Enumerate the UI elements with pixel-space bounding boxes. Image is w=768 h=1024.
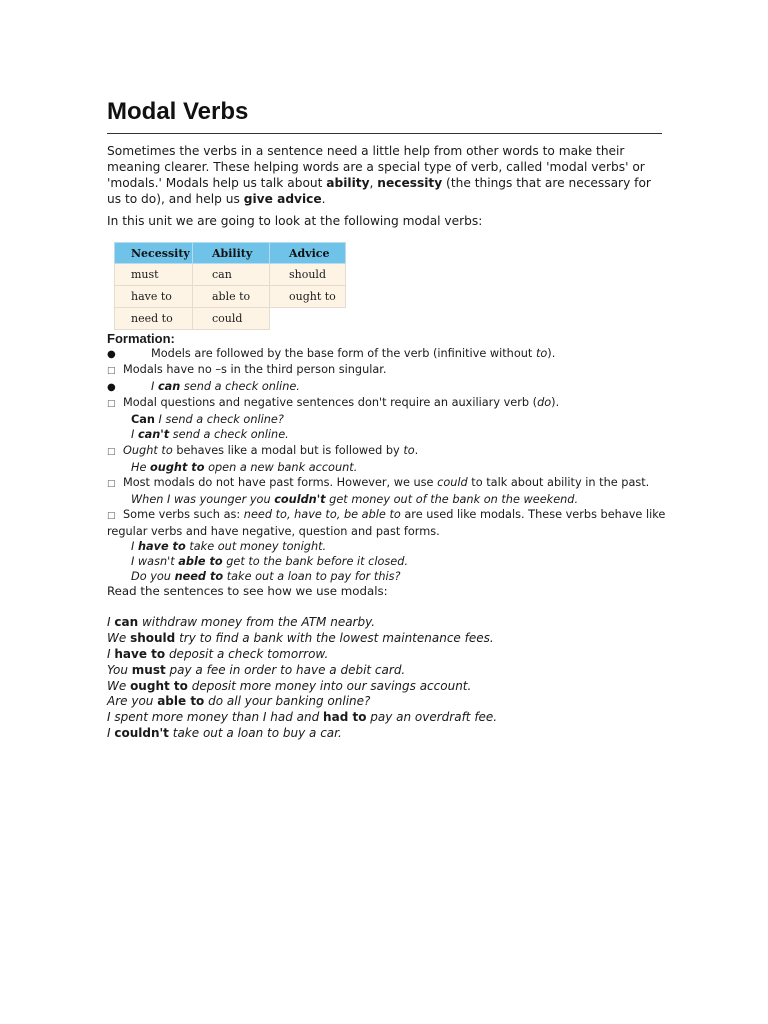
formation-example: I can't send a check online. (131, 428, 289, 442)
table-cell-empty (270, 308, 346, 330)
table-cell: ought to (270, 286, 346, 308)
bullet-box-icon: □ (107, 478, 116, 489)
table-header-cell: Ability (193, 243, 270, 264)
bullet-box-icon: □ (107, 399, 116, 410)
example-sentence: We ought to deposit more money into our savings account. (107, 678, 472, 693)
table-row (115, 286, 346, 308)
formation-line: □ Most modals do not have past forms. However, we use could to talk about ability in the past. (107, 475, 663, 492)
bullet-dot-icon: ● (107, 382, 116, 394)
table-cell: can (193, 264, 270, 286)
formation-heading: Formation: (107, 331, 175, 346)
example-sentence: We should try to find a bank with the lowest maintenance fees. (107, 631, 494, 646)
example-sentence: I spent more money than I had and had to pay an overdraft fee. (107, 710, 498, 725)
formation-example: When I was younger you couldn't get money out of the bank on the weekend. (131, 492, 579, 506)
formation-line: ● Models are followed by the base form of the verb (infinitive without to). (107, 346, 663, 362)
intro-lead-in: In this unit we are going to look at the following modal verbs: (107, 214, 483, 228)
formation-line: □ Modals have no –s in the third person singular. (107, 362, 663, 379)
formation-line: □ Modal questions and negative sentences don't require an auxiliary verb (do). (107, 395, 663, 412)
table-cell: have to (115, 286, 193, 308)
formation-example: I have to take out money tonight. (131, 540, 327, 554)
table-header-row (115, 243, 346, 264)
example-sentence: Are you able to do all your banking online? (107, 694, 371, 709)
table-header-cell: Advice (270, 243, 346, 264)
page-title: Modal Verbs (107, 98, 249, 125)
example-sentence: You must pay a fee in order to have a debit card. (107, 662, 406, 677)
document-page (107, 96, 666, 742)
formation-example: Do you need to take out a loan to pay for this? (131, 570, 401, 584)
table-cell: must (115, 264, 193, 286)
table-cell: need to (115, 308, 193, 330)
formation-line: □ Some verbs such as: need to, have to, be able to are used like modals. These verbs behave like (107, 507, 663, 524)
formation-example: ● I can send a check online. (107, 379, 663, 395)
example-sentence: I have to deposit a check tomorrow. (107, 647, 329, 661)
bullet-dot-icon: ● (107, 349, 116, 360)
table-cell: could (193, 308, 270, 330)
example-sentences (107, 615, 663, 741)
formation-line: □ Ought to behaves like a modal but is followed by to. (107, 443, 663, 460)
title-rule (107, 133, 662, 134)
bullet-box-icon: □ (107, 446, 116, 457)
example-sentence: I couldn't take out a loan to buy a car. (107, 725, 342, 740)
bullet-box-icon: □ (107, 510, 116, 521)
table-row (115, 264, 346, 286)
table-cell: able to (193, 286, 270, 308)
intro-paragraph: Sometimes the verbs in a sentence need a little help from other words to make their meaning clearer. These helping words are a special type of verb, called 'modal verbs' or 'modals.' Modals help us talk about ability, necessity (the things that are necessary for us to do), and help us give advice. (107, 144, 651, 206)
formation-example: He ought to open a new bank account. (131, 460, 358, 474)
example-sentence: I can withdraw money from the ATM nearby. (107, 615, 376, 630)
table-row (115, 308, 346, 330)
table-header-cell: Necessity (115, 243, 193, 264)
table-cell: should (270, 264, 346, 286)
formation-line: regular verbs and have negative, question and past forms. (107, 525, 440, 539)
examples-lead-in: Read the sentences to see how we use modals: (107, 584, 388, 599)
bullet-box-icon: □ (107, 366, 116, 377)
formation-example: Can I send a check online? (131, 413, 284, 427)
modal-verbs-table (114, 242, 346, 330)
formation-example: I wasn't able to get to the bank before it closed. (131, 555, 409, 569)
